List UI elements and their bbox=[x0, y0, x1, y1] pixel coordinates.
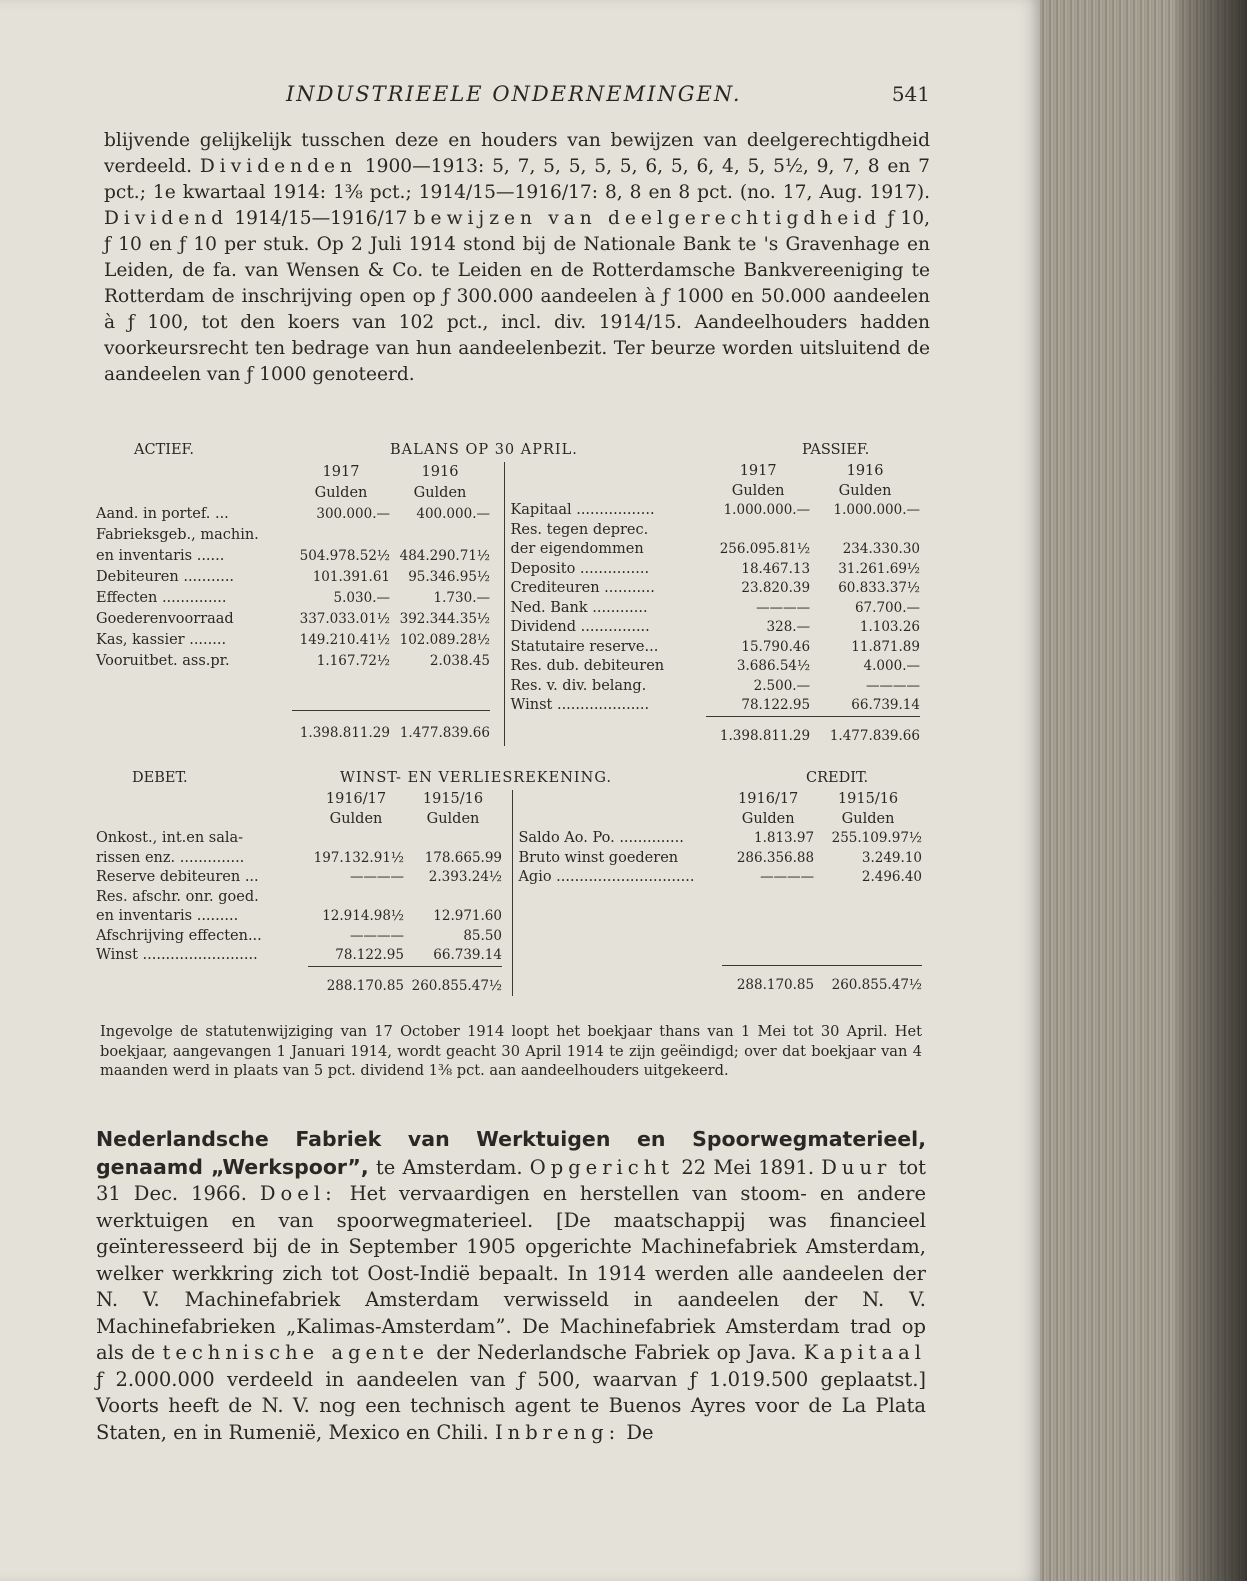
row-value: 11.871.89 bbox=[851, 638, 920, 655]
row-label: Dividend ............... bbox=[510, 619, 650, 635]
row-value: 1.730.— bbox=[433, 590, 490, 607]
row-value: 3.686.54½ bbox=[736, 658, 811, 674]
debit-total-a: 288.170.85 bbox=[308, 966, 404, 996]
unit-header: Gulden bbox=[741, 810, 795, 827]
year-header: 1915/16 bbox=[837, 791, 899, 808]
liabilities-total-a: 1.398.811.29 bbox=[706, 716, 810, 746]
credit-total-b: 260.855.47½ bbox=[814, 966, 922, 996]
intro-spaced-bewijzen: bewijzen van deelgerechtigdheid bbox=[413, 208, 882, 229]
row-label: Winst ......................... bbox=[96, 947, 258, 964]
liabilities-total-b: 1.477.839.66 bbox=[810, 716, 920, 746]
row-value: 2.500.— bbox=[753, 677, 811, 694]
book-page-edges bbox=[1040, 0, 1247, 1581]
assets-table bbox=[96, 462, 504, 746]
intro-paragraph bbox=[104, 128, 930, 388]
row-value: ———— bbox=[350, 927, 404, 944]
year-header: 1916/17 bbox=[738, 791, 799, 808]
assets-total-b: 1.477.839.66 bbox=[390, 711, 490, 746]
row-value bbox=[810, 521, 920, 541]
table-row bbox=[96, 907, 512, 927]
row-value: 400.000.— bbox=[416, 505, 490, 522]
page-number: 541 bbox=[891, 82, 930, 106]
row-label: Goederenvoorraad bbox=[96, 611, 234, 628]
unit-header: Gulden bbox=[731, 482, 785, 499]
row-value: 149.210.41½ bbox=[299, 632, 390, 649]
row-value: 101.391.61 bbox=[312, 569, 390, 586]
table-row bbox=[96, 504, 504, 525]
row-value: 178.665.99 bbox=[424, 849, 502, 866]
debit-total-b: 260.855.47½ bbox=[404, 966, 502, 996]
row-value: 67.700.— bbox=[854, 599, 920, 616]
row-label: en inventaris ...... bbox=[96, 547, 225, 564]
table-row bbox=[96, 829, 512, 849]
row-value bbox=[308, 829, 404, 849]
table-row bbox=[96, 927, 512, 947]
row-value: 1.103.26 bbox=[859, 619, 920, 635]
company-text: te Amsterdam. bbox=[375, 1155, 523, 1179]
table-row bbox=[505, 521, 921, 541]
row-value: 31.261.69½ bbox=[838, 560, 920, 577]
table-row bbox=[505, 579, 921, 599]
balance-sheet bbox=[96, 442, 926, 746]
row-value: 12.971.60 bbox=[433, 908, 502, 924]
profit-loss-account bbox=[96, 770, 926, 996]
company-text: der Nederlandsche Fabriek op Java. bbox=[436, 1341, 797, 1364]
year-header: 1916/17 bbox=[325, 791, 387, 807]
unit-header: Gulden bbox=[314, 484, 368, 501]
table-row bbox=[96, 609, 504, 630]
table-row bbox=[96, 588, 504, 609]
row-value: 1.813.97 bbox=[753, 830, 815, 847]
row-label: Saldo Ao. Po. .............. bbox=[518, 830, 684, 847]
row-value: ———— bbox=[760, 869, 815, 886]
running-title: INDUSTRIEELE ONDERNEMINGEN. bbox=[286, 82, 742, 106]
table-row bbox=[505, 618, 921, 638]
row-value bbox=[292, 525, 390, 546]
pl-right-title: CREDIT. bbox=[806, 770, 869, 786]
credit-table bbox=[512, 790, 922, 996]
row-value: 1.167.72½ bbox=[316, 653, 390, 670]
debit-table bbox=[96, 790, 512, 996]
pl-center-title: WINST- EN VERLIESREKENING. bbox=[340, 770, 612, 786]
intro-text-2: 1900—1913: 5, 7, 5, 5, 5, 5, 6, 5, 6, 4, 5, 5½, 9, 7, 8 en 7 pct.; 1e kwartaal 1914: 1⅜ pct.; 1914/15—1916/17: 8, 8 en 8 pct. (no. 17, Aug. 1917). bbox=[104, 156, 930, 203]
row-value: 23.820.39 bbox=[741, 580, 811, 596]
intro-text-4: ƒ 10, ƒ 10 en ƒ 10 per stuk. Op 2 Juli 1914 stond bij de Nationale Bank te 's Gravenhage en Leiden, de fa. van Wensen & Co. te Leiden en de Rotterdamsche Bankvereeniging te Rotterdam de inschrijving open op ƒ 300.000 aandeelen à ƒ 1000 en 50.000 aandeelen à ƒ 100, tot den koers van 102 pct., incl. div. 1914/15. Aandeelhouders hadden voorkeursrecht ten bedrage van hun aandeelenbezit. Ter beurze worden uitsluitend de aandeelen van ƒ 1000 genoteerd. bbox=[104, 208, 930, 385]
row-value: 255.109.97½ bbox=[831, 830, 922, 847]
row-label: en inventaris ......... bbox=[96, 908, 239, 924]
row-label: Aand. in portef. ... bbox=[96, 505, 229, 522]
row-label: Res. v. div. belang. bbox=[510, 677, 647, 694]
row-label: Res. afschr. onr. goed. bbox=[96, 888, 259, 905]
table-row bbox=[505, 657, 921, 677]
table-row bbox=[513, 849, 923, 869]
row-label: Res. tegen deprec. bbox=[510, 521, 649, 538]
company-text: Het vervaardigen en herstellen van stoom- en andere werktuigen en van spoorwegmaterieel. [De maatschappij was financieel geïnteresseerd bij de in September 1905 opgerichte Machinefabriek Amsterdam, welker werkkring zich tot Oost-Indië bepaalt. In 1914 werden alle aandeelen der N. V. Machinefabriek Amsterdam verwisseld in aandeelen der N. V. Machinefabrieken „Kalimas-Amsterdam”. De Machinefabriek Amsterdam trad op als de bbox=[96, 1182, 926, 1364]
table-row bbox=[96, 546, 504, 567]
row-value: 78.122.95 bbox=[335, 947, 404, 963]
row-value: 256.095.81½ bbox=[719, 541, 811, 557]
row-value: 102.089.28½ bbox=[399, 632, 490, 649]
row-label: Reserve debiteuren ... bbox=[96, 869, 259, 885]
row-value: 4.000.— bbox=[863, 658, 920, 674]
row-label: Effecten .............. bbox=[96, 590, 227, 607]
row-value: 286.356.88 bbox=[736, 849, 815, 866]
unit-header: Gulden bbox=[329, 810, 383, 827]
year-header: 1917 bbox=[739, 463, 777, 479]
row-label: Statutaire reserve... bbox=[510, 638, 659, 655]
row-value: 5.030.— bbox=[333, 590, 390, 607]
row-label: der eigendommen bbox=[510, 541, 644, 557]
row-value: 2.496.40 bbox=[861, 869, 922, 886]
row-value bbox=[404, 888, 502, 908]
row-label: Bruto winst goederen bbox=[518, 849, 679, 866]
intro-text-3: 1914/15—1916/17 bbox=[234, 208, 408, 229]
running-header bbox=[100, 82, 930, 112]
row-value: 1.000.000.— bbox=[833, 502, 920, 518]
unit-header: Gulden bbox=[413, 484, 467, 501]
row-label: Vooruitbet. ass.pr. bbox=[96, 653, 230, 670]
row-value: 504.978.52½ bbox=[299, 547, 390, 564]
credit-total-a: 288.170.85 bbox=[722, 966, 814, 996]
balance-left-title: ACTIEF. bbox=[134, 442, 194, 458]
row-value: ———— bbox=[756, 599, 811, 616]
company-spaced: technische agente bbox=[162, 1341, 430, 1364]
row-value bbox=[404, 829, 502, 849]
row-label: Fabrieksgeb., machin. bbox=[96, 526, 259, 543]
row-value: 15.790.46 bbox=[741, 638, 811, 655]
balance-center-title: BALANS OP 30 APRIL. bbox=[390, 442, 578, 458]
row-value: 337.033.01½ bbox=[299, 611, 390, 628]
row-value: 392.344.35½ bbox=[399, 611, 490, 628]
row-label: Afschrijving effecten... bbox=[96, 927, 262, 944]
year-header: 1917 bbox=[322, 463, 360, 480]
table-row bbox=[505, 677, 921, 697]
row-value: 484.290.71½ bbox=[399, 547, 490, 564]
row-value: ———— bbox=[866, 677, 920, 694]
table-row bbox=[96, 525, 504, 546]
row-value: 197.132.91½ bbox=[313, 849, 404, 866]
unit-header: Gulden bbox=[838, 482, 892, 499]
company-spaced: Kapitaal bbox=[803, 1341, 927, 1364]
company-text: 22 Mei 1891. bbox=[681, 1155, 815, 1179]
row-value: 95.346.95½ bbox=[408, 569, 490, 586]
company-text: ƒ 2.000.000 verdeeld in aandeelen van ƒ 500, waarvan ƒ 1.019.500 geplaatst.] Voorts heeft de N. V. nog een technisch agent te Buenos Ayres voor de La Plata Staten, en in Rumenië, Mexico en Chili. bbox=[96, 1367, 926, 1444]
row-value bbox=[390, 525, 490, 546]
table-row bbox=[505, 560, 921, 580]
company-spaced: Inbreng: bbox=[494, 1420, 621, 1444]
liabilities-table bbox=[504, 462, 920, 746]
row-label: Crediteuren ........... bbox=[510, 580, 655, 596]
table-row bbox=[505, 501, 921, 521]
table-row bbox=[96, 630, 504, 651]
row-label: Winst .................... bbox=[510, 697, 650, 714]
row-value: 60.833.37½ bbox=[838, 580, 920, 596]
intro-spaced-dividenden: Dividenden bbox=[199, 156, 357, 177]
company-text: tot 31 Dec. 1966. bbox=[96, 1155, 926, 1205]
row-label: Onkost., int.en sala- bbox=[96, 830, 244, 846]
row-value: 2.393.24½ bbox=[428, 869, 502, 885]
table-row bbox=[96, 651, 504, 672]
row-value: ———— bbox=[350, 869, 404, 885]
table-row bbox=[96, 888, 512, 908]
unit-header: Gulden bbox=[841, 810, 895, 827]
row-value: 300.000.— bbox=[316, 505, 390, 522]
table-row bbox=[505, 540, 921, 560]
year-header: 1916 bbox=[421, 463, 459, 480]
year-header: 1915/16 bbox=[422, 791, 484, 807]
row-value: 234.330.30 bbox=[842, 541, 920, 557]
intro-text-1: blijvende gelijkelijk tusschen deze en houders van bewijzen van deelgerechtigdheid verdeeld. bbox=[104, 130, 930, 177]
row-value: 66.739.14 bbox=[433, 947, 502, 963]
row-label: rissen enz. .............. bbox=[96, 849, 245, 866]
row-value: 3.249.10 bbox=[861, 849, 922, 866]
row-value bbox=[308, 888, 404, 908]
company-spaced: Opgericht bbox=[529, 1155, 675, 1179]
row-label: Ned. Bank ............ bbox=[510, 599, 648, 616]
row-value: 85.50 bbox=[463, 927, 502, 944]
table-row bbox=[96, 868, 512, 888]
row-label: Agio .............................. bbox=[518, 869, 695, 886]
unit-header: Gulden bbox=[426, 810, 480, 827]
row-value: 66.739.14 bbox=[851, 697, 920, 713]
fiscal-year-note: Ingevolge de statutenwijziging van 17 October 1914 loopt het boekjaar thans van 1 Mei tot 30 April. Het boekjaar, aangevangen 1 Januari 1914, wordt geacht 30 April 1914 te zijn geëindigd; over dat boekjaar van 4 maanden werd in plaats van 5 pct. dividend 1⅜ pct. aan aandeelhouders uitgekeerd. bbox=[100, 1023, 922, 1079]
year-header: 1916 bbox=[846, 463, 884, 479]
company-text: De bbox=[626, 1420, 654, 1444]
row-value: 12.914.98½ bbox=[322, 908, 404, 924]
table-row bbox=[96, 849, 512, 869]
table-row bbox=[505, 696, 921, 716]
assets-total-a: 1.398.811.29 bbox=[292, 711, 390, 746]
table-row bbox=[505, 599, 921, 619]
row-label: Deposito ............... bbox=[510, 560, 650, 577]
row-label: Res. dub. debiteuren bbox=[510, 658, 665, 674]
row-value: 1.000.000.— bbox=[723, 502, 811, 518]
row-label: Kas, kassier ........ bbox=[96, 632, 227, 649]
table-row bbox=[505, 638, 921, 658]
row-label: Kapitaal ................. bbox=[510, 502, 655, 518]
company-name: Nederlandsche Fabriek van Werktuigen en Spoorwegmaterieel, genaamd „Werkspoor”, bbox=[96, 1127, 926, 1179]
row-value: 18.467.13 bbox=[741, 560, 811, 577]
company-spaced: Doel: bbox=[259, 1182, 337, 1205]
company-spaced: Duur bbox=[821, 1155, 892, 1179]
table-row bbox=[513, 829, 923, 849]
company-entry bbox=[96, 1126, 926, 1446]
row-value: 328.— bbox=[766, 619, 811, 635]
row-value bbox=[706, 521, 810, 541]
table-row bbox=[96, 946, 512, 966]
balance-right-title: PASSIEF. bbox=[802, 442, 870, 458]
pl-left-title: DEBET. bbox=[132, 770, 188, 786]
row-value: 2.038.45 bbox=[429, 653, 490, 670]
intro-spaced-dividend: Dividend bbox=[104, 208, 229, 229]
table-row bbox=[513, 868, 923, 888]
row-label: Debiteuren ........... bbox=[96, 569, 235, 586]
row-value: 78.122.95 bbox=[741, 697, 811, 713]
table-row bbox=[96, 567, 504, 588]
